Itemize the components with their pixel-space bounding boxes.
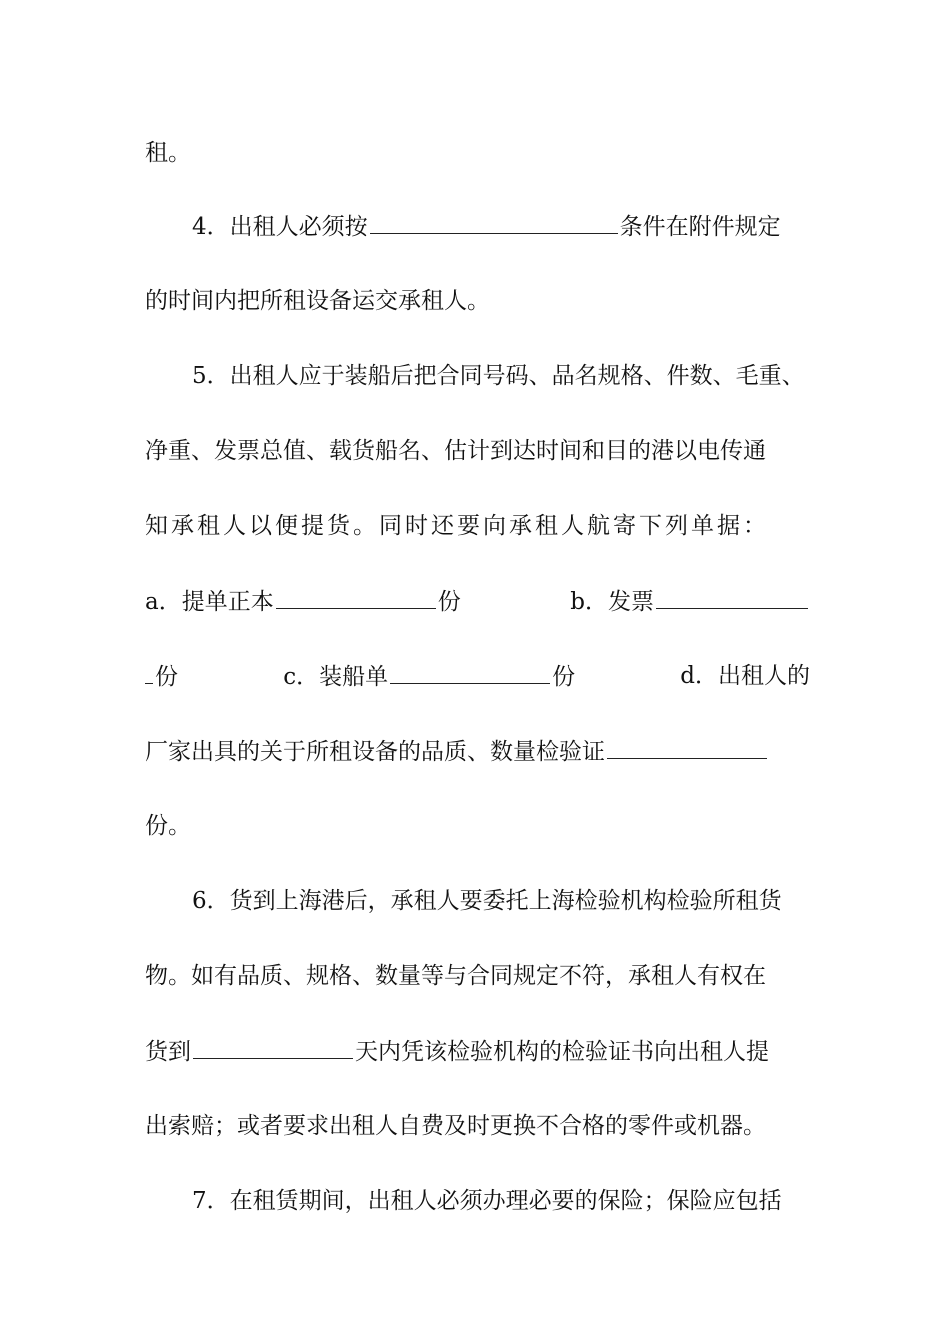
document-list-line <box>145 661 810 692</box>
list-item-packing-list <box>283 661 575 692</box>
text: b．发票 <box>570 589 654 615</box>
text: 知承租人以便提货。同时还要向承租人航寄下列单据： <box>145 513 769 539</box>
clause-7 <box>192 1186 810 1216</box>
text: 条件在附件规定 <box>619 214 781 240</box>
text: 份。 <box>145 813 191 839</box>
clause-5 <box>192 361 810 391</box>
text-line <box>145 436 810 466</box>
text: 租。 <box>145 140 191 166</box>
text: 5．出租人应于装船后把合同号码、品名规格、件数、毛重、 <box>192 363 805 389</box>
text: 净重、发票总值、载货船名、估计到达时间和目的港以电传通 <box>145 438 766 464</box>
blank-field <box>656 586 808 609</box>
text: d．出租人的 <box>680 663 810 689</box>
text: 份 <box>155 664 178 690</box>
text-line <box>145 1111 810 1141</box>
text: 出索赔；或者要求出租人自费及时更换不合格的零件或机器。 <box>145 1113 766 1139</box>
blank-field <box>607 736 767 759</box>
text-line <box>145 736 810 767</box>
list-item-certificate <box>680 661 810 692</box>
list-item-invoice-count <box>145 661 178 692</box>
text: 物。如有品质、规格、数量等与合同规定不符，承租人有权在 <box>145 963 766 989</box>
blank-field <box>276 586 436 609</box>
text-line <box>145 138 810 168</box>
text: 份 <box>437 589 461 615</box>
text-line <box>145 961 810 991</box>
text-line <box>145 286 810 316</box>
clause-6 <box>192 886 810 916</box>
text: 厂家出具的关于所租设备的品质、数量检验证 <box>145 739 605 765</box>
document-list-line <box>145 586 810 617</box>
text: a．提单正本 <box>145 589 274 615</box>
list-item-bill-of-lading <box>145 586 461 617</box>
blank-field <box>390 661 550 684</box>
text: 6．货到上海港后，承租人要委托上海检验机构检验所租货 <box>192 888 782 914</box>
text-line <box>145 811 810 841</box>
text-line <box>145 1036 810 1067</box>
list-item-invoice <box>570 586 810 617</box>
text: 4．出租人必须按 <box>192 214 368 240</box>
text: 7．在租赁期间，出租人必须办理必要的保险；保险应包括 <box>192 1188 782 1214</box>
text-line <box>145 511 810 541</box>
clause-4 <box>192 211 810 242</box>
text: 的时间内把所租设备运交承租人。 <box>145 288 490 314</box>
text: 货到 <box>145 1039 191 1065</box>
blank-field <box>193 1036 353 1059</box>
blank-field <box>370 211 618 234</box>
text: 份 <box>552 664 576 690</box>
blank-field <box>145 661 153 684</box>
text: c．装船单 <box>283 664 389 690</box>
text: 天内凭该检验机构的检验证书向出租人提 <box>355 1039 769 1065</box>
